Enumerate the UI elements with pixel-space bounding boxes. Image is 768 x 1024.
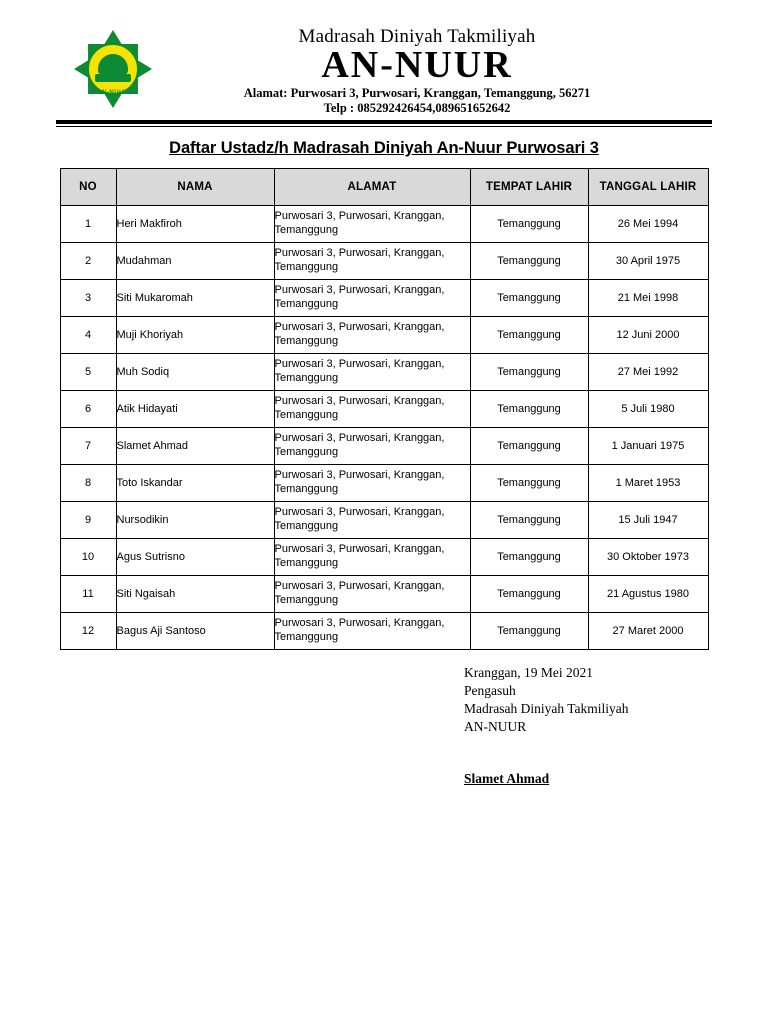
cell-alamat: Purwosari 3, Purwosari, Kranggan, Temanggung (274, 502, 470, 539)
cell-alamat: Purwosari 3, Purwosari, Kranggan, Temanggung (274, 243, 470, 280)
cell-tempat-lahir: Temanggung (470, 428, 588, 465)
cell-no: 9 (60, 502, 116, 539)
column-header-alamat: ALAMAT (274, 169, 470, 206)
cell-tempat-lahir: Temanggung (470, 280, 588, 317)
cell-nama: Muji Khoriyah (116, 317, 274, 354)
cell-no: 4 (60, 317, 116, 354)
cell-tempat-lahir: Temanggung (470, 354, 588, 391)
column-header-tempat-lahir: TEMPAT LAHIR (470, 169, 588, 206)
letterhead (56, 26, 712, 116)
cell-tempat-lahir: Temanggung (470, 613, 588, 650)
cell-tempat-lahir: Temanggung (470, 576, 588, 613)
institution-address: Alamat: Purwosari 3, Purwosari, Kranggan, Temanggung, 56271 (243, 85, 591, 100)
cell-tempat-lahir: Temanggung (470, 539, 588, 576)
table-row (60, 502, 708, 539)
table-row (60, 465, 708, 502)
table-row (60, 317, 708, 354)
table-body (60, 206, 708, 650)
teacher-list-table (60, 168, 709, 650)
cell-alamat: Purwosari 3, Purwosari, Kranggan, Temanggung (274, 613, 470, 650)
cell-alamat: Purwosari 3, Purwosari, Kranggan, Temanggung (274, 317, 470, 354)
cell-tanggal-lahir: 12 Juni 2000 (588, 317, 708, 354)
cell-nama: Nursodikin (116, 502, 274, 539)
header-divider-thin (56, 126, 712, 127)
cell-nama: Bagus Aji Santoso (116, 613, 274, 650)
cell-no: 11 (60, 576, 116, 613)
cell-no: 5 (60, 354, 116, 391)
signature-institution-line2: AN-NUUR (464, 718, 527, 734)
cell-nama: Siti Mukaromah (116, 280, 274, 317)
cell-tanggal-lahir: 26 Mei 1994 (588, 206, 708, 243)
cell-no: 7 (60, 428, 116, 465)
table-row (60, 428, 708, 465)
cell-tanggal-lahir: 21 Agustus 1980 (588, 576, 708, 613)
cell-no: 2 (60, 243, 116, 280)
table-row (60, 576, 708, 613)
table-header-row (60, 169, 708, 206)
cell-tanggal-lahir: 15 Juli 1947 (588, 502, 708, 539)
cell-tempat-lahir: Temanggung (470, 317, 588, 354)
table-row (60, 613, 708, 650)
cell-nama: Muh Sodiq (116, 354, 274, 391)
institution-name: AN-NUUR (321, 43, 513, 86)
cell-alamat: Purwosari 3, Purwosari, Kranggan, Temanggung (274, 391, 470, 428)
cell-nama: Mudahman (116, 243, 274, 280)
cell-no: 12 (60, 613, 116, 650)
cell-no: 3 (60, 280, 116, 317)
table-row (60, 280, 708, 317)
cell-tanggal-lahir: 27 Maret 2000 (588, 613, 708, 650)
cell-tanggal-lahir: 1 Maret 1953 (588, 465, 708, 502)
header-divider-thick (56, 120, 712, 124)
cell-alamat: Purwosari 3, Purwosari, Kranggan, Temanggung (274, 428, 470, 465)
table-row (60, 539, 708, 576)
cell-alamat: Purwosari 3, Purwosari, Kranggan, Temanggung (274, 206, 470, 243)
cell-alamat: Purwosari 3, Purwosari, Kranggan, Temanggung (274, 465, 470, 502)
cell-no: 1 (60, 206, 116, 243)
signature-name: Slamet Ahmad (464, 770, 550, 786)
cell-alamat: Purwosari 3, Purwosari, Kranggan, Temanggung (274, 280, 470, 317)
cell-no: 6 (60, 391, 116, 428)
cell-nama: Siti Ngaisah (116, 576, 274, 613)
column-header-nama: NAMA (116, 169, 274, 206)
cell-tanggal-lahir: 30 Oktober 1973 (588, 539, 708, 576)
table-row (60, 354, 708, 391)
institution-logo (74, 30, 152, 108)
table-row (60, 206, 708, 243)
cell-tanggal-lahir: 27 Mei 1992 (588, 354, 708, 391)
signature-block (464, 664, 712, 788)
institution-type: Madrasah Diniyah Takmiliyah (298, 26, 536, 47)
cell-no: 8 (60, 465, 116, 502)
column-header-no: NO (60, 169, 116, 206)
cell-nama: Slamet Ahmad (116, 428, 274, 465)
cell-nama: Agus Sutrisno (116, 539, 274, 576)
cell-alamat: Purwosari 3, Purwosari, Kranggan, Temanggung (274, 354, 470, 391)
cell-tempat-lahir: Temanggung (470, 206, 588, 243)
cell-alamat: Purwosari 3, Purwosari, Kranggan, Temanggung (274, 539, 470, 576)
cell-nama: Heri Makfiroh (116, 206, 274, 243)
table-row (60, 391, 708, 428)
cell-tempat-lahir: Temanggung (470, 243, 588, 280)
cell-no: 10 (60, 539, 116, 576)
cell-tempat-lahir: Temanggung (470, 391, 588, 428)
cell-tanggal-lahir: 30 April 1975 (588, 243, 708, 280)
logo-label: AN-NUUR (97, 90, 129, 96)
table-row (60, 243, 708, 280)
cell-tempat-lahir: Temanggung (470, 465, 588, 502)
cell-alamat: Purwosari 3, Purwosari, Kranggan, Temanggung (274, 576, 470, 613)
signature-role: Pengasuh (464, 682, 516, 698)
cell-tanggal-lahir: 5 Juli 1980 (588, 391, 708, 428)
cell-nama: Toto Iskandar (116, 465, 274, 502)
letterhead-text (132, 26, 712, 117)
cell-tanggal-lahir: 21 Mei 1998 (588, 280, 708, 317)
cell-nama: Atik Hidayati (116, 391, 274, 428)
institution-phone: Telp : 085292426454,089651652642 (323, 101, 511, 116)
logo-book-icon (95, 74, 131, 82)
cell-tempat-lahir: Temanggung (470, 502, 588, 539)
signature-institution-line1: Madrasah Diniyah Takmiliyah (464, 700, 629, 716)
page-title: Daftar Ustadz/h Madrasah Diniyah An-Nuur Purwosari 3 (169, 139, 599, 157)
cell-tanggal-lahir: 1 Januari 1975 (588, 428, 708, 465)
column-header-tanggal-lahir: TANGGAL LAHIR (588, 169, 708, 206)
signature-place-date: Kranggan, 19 Mei 2021 (464, 665, 593, 680)
